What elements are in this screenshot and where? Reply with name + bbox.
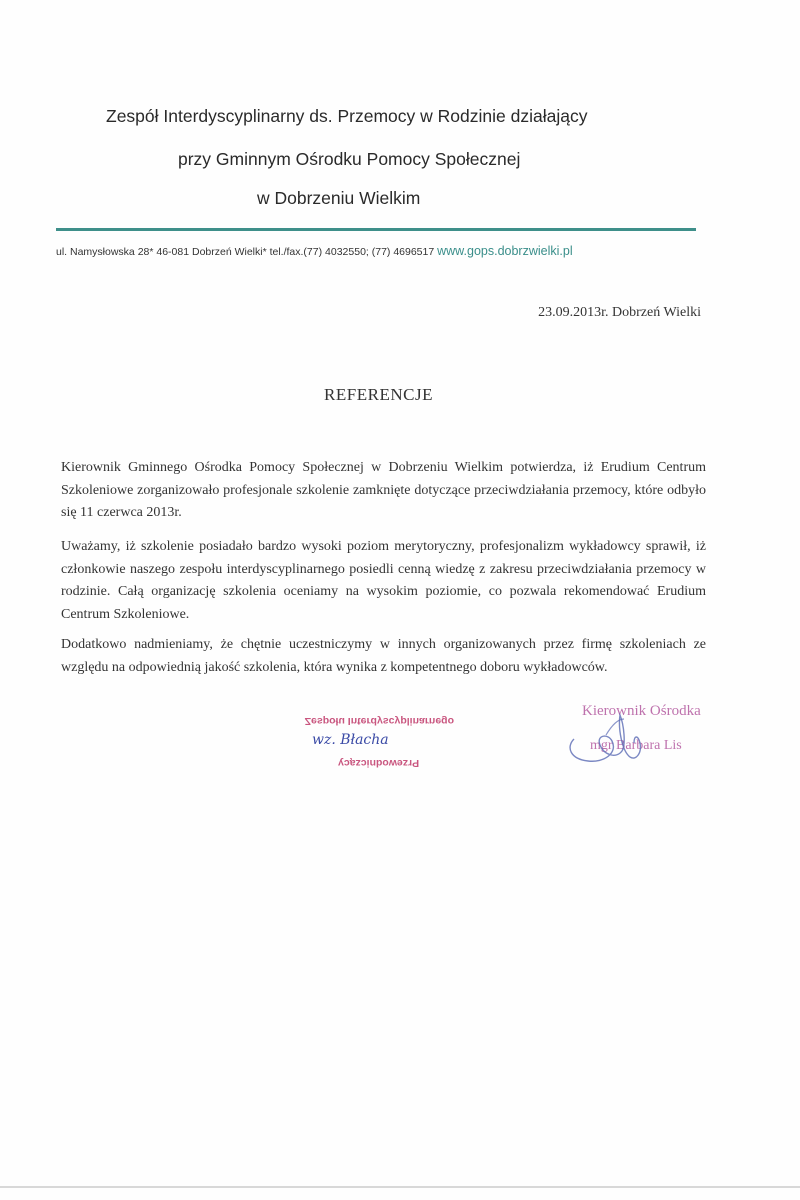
organization-name-line-3: w Dobrzeniu Wielkim — [257, 188, 421, 208]
stamp — [284, 713, 474, 775]
stamp-bottom-mirrored: Przewodniczący — [338, 757, 420, 769]
website-link[interactable]: www.gops.dobrzwielki.pl — [437, 244, 573, 258]
document-title: REFERENCJE — [324, 385, 433, 404]
paragraph-text: Kierownik Gminnego Ośrodka Pomocy Społecznej w Dobrzeniu Wielkim potwierdza, iż Erudium Centrum Szkoleniowe zorganizowało profesjonale szkolenie zamknięte dotyczące przeciwdziałania przemocy, które odbyło się 11 czerwca 2013r. — [61, 460, 706, 520]
contact-info — [56, 244, 573, 258]
paragraph-2 — [61, 536, 706, 626]
header-divider — [56, 228, 696, 231]
contact-address-phone: ul. Namysłowska 28* 46-081 Dobrzeń Wielki* tel./fax.(77) 4032550; (77) 4696517 — [56, 246, 438, 258]
organization-name-line-2: przy Gminnym Ośrodku Pomocy Społecznej — [178, 149, 521, 169]
stamp-handwritten-note: wz. Błacha — [312, 732, 389, 748]
stamp-top-mirrored: Zespołu Interdyscyplinarnego — [304, 715, 454, 727]
paragraph-text: Dodatkowo nadmieniamy, że chętnie uczestniczymy w innych organizowanych przez firmę szkoleniach ze względu na odpowiednią jakość szkolenia, która wynika z kompetentnego doboru wykładowców. — [61, 637, 706, 675]
date-place-line: 23.09.2013r. Dobrzeń Wielki — [538, 305, 701, 320]
page-bottom-edge — [0, 1186, 800, 1188]
paragraph-text: Uważamy, iż szkolenie posiadało bardzo wysoki poziom merytoryczny, profesjonalizm wykładowcy sprawił, iż członkowie naszego zespołu interdyscyplinarnego posiedli cenną wiedzę z zakresu przeciwdziałania przemocy w rodzinie. Całą organizację szkolenia oceniamy na wysokim poziomie, co pozwala rekomendować Erudium Centrum Szkoleniowe. — [61, 539, 706, 622]
signature-block — [560, 695, 740, 775]
organization-name-line-1: Zespół Interdyscyplinarny ds. Przemocy w Rodzinie działający — [106, 106, 588, 126]
signature-scribble-icon — [560, 695, 740, 775]
paragraph-3 — [61, 634, 706, 679]
paragraph-1 — [61, 457, 706, 525]
stamp-bottom-text — [284, 757, 474, 769]
signature-name: mgr Barbara Lis — [590, 738, 682, 753]
signature-title: Kierownik Ośrodka — [582, 703, 701, 719]
stamp-top-text — [284, 715, 474, 727]
